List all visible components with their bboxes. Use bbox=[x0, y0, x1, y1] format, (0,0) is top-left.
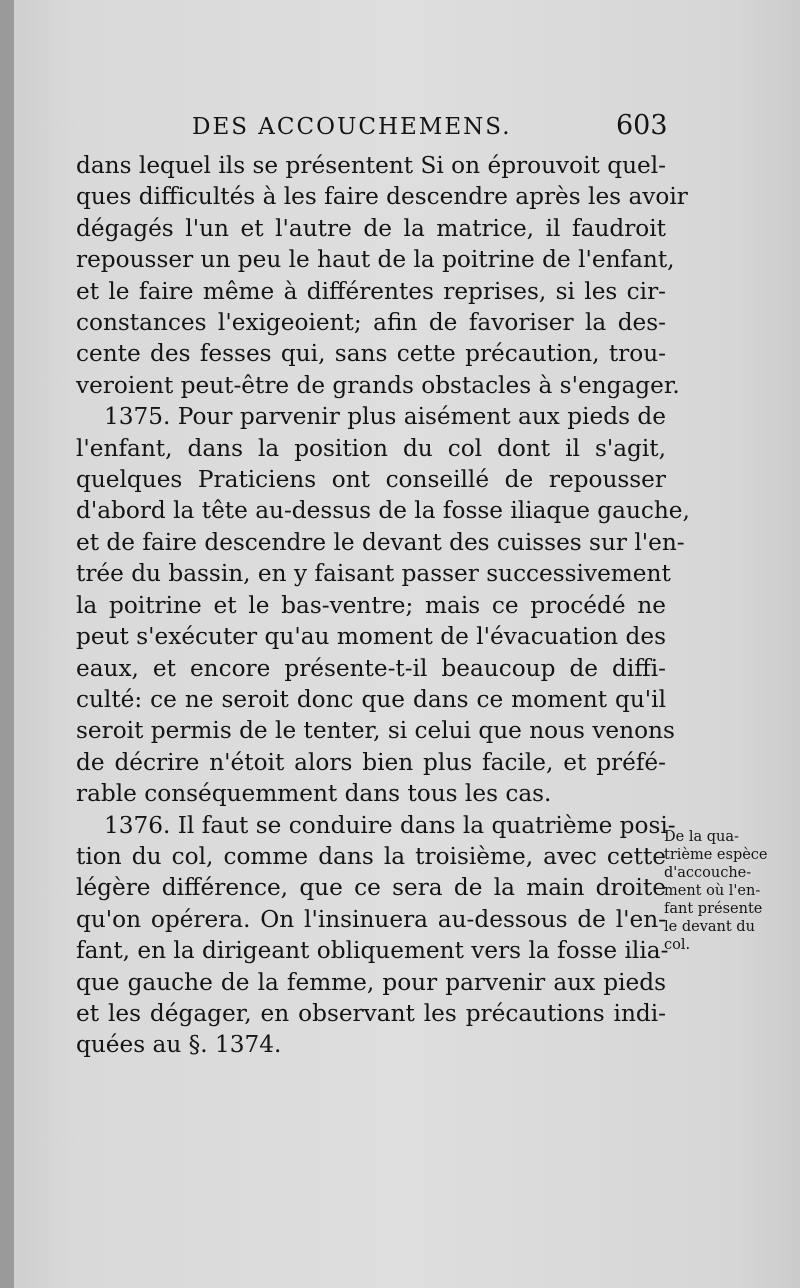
text-line: l'enfant, dans la position du col dont il s'agit, bbox=[76, 434, 666, 462]
text-line: ques difficultés à les faire descendre après les avoir bbox=[76, 183, 688, 211]
running-title: DES ACCOUCHEMENS. bbox=[192, 114, 512, 140]
text-line: de décrire n'étoit alors bien plus facile, et préfé- bbox=[76, 748, 666, 776]
text-line: et le faire même à différentes reprises, si les cir- bbox=[76, 277, 666, 305]
text-line: et les dégager, en observant les précautions indi- bbox=[76, 999, 666, 1027]
text-line: quelques Praticiens ont conseillé de repousser bbox=[76, 466, 666, 494]
text-line: eaux, et encore présente-t-il beaucoup de diffi- bbox=[76, 654, 666, 682]
text-line: rable conséquemment dans tous les cas. bbox=[76, 780, 552, 808]
text-line: culté: ce ne seroit donc que dans ce moment qu'il bbox=[76, 685, 666, 713]
text-line: qu'on opérera. On l'insinuera au-dessous de l'en- bbox=[76, 905, 666, 933]
text-line: 1376. Il faut se conduire dans la quatrième posi- bbox=[104, 811, 676, 839]
text-line: quées au §. 1374. bbox=[76, 1031, 282, 1059]
margin-note-line: col. bbox=[664, 937, 691, 953]
text-line: trée du bassin, en y faisant passer successivement bbox=[76, 560, 671, 588]
page-number: 603 bbox=[616, 110, 668, 141]
margin-note bbox=[664, 828, 798, 954]
text-line: constances l'exigeoient; afin de favoriser la des- bbox=[76, 309, 666, 337]
text-line: la poitrine et le bas-ventre; mais ce procédé ne bbox=[76, 591, 666, 619]
text-line: fant, en la dirigeant obliquement vers la fosse ilia- bbox=[76, 937, 669, 965]
margin-note-line: le devant du bbox=[664, 919, 755, 935]
text-line: repousser un peu le haut de la poitrine de l'enfant, bbox=[76, 246, 675, 274]
text-line: légère différence, que ce sera de la main droite bbox=[76, 874, 666, 902]
margin-note-line: ment où l'en- bbox=[664, 883, 761, 899]
text-line: 1375. Pour parvenir plus aisément aux pieds de bbox=[104, 403, 666, 431]
text-line: d'abord la tête au-dessus de la fosse iliaque gauche, bbox=[76, 497, 690, 525]
text-line: veroient peut-être de grands obstacles à s'engager. bbox=[76, 371, 680, 399]
text-line: que gauche de la femme, pour parvenir aux pieds bbox=[76, 968, 666, 996]
margin-note-line: fant présente bbox=[664, 901, 763, 917]
text-line: seroit permis de le tenter, si celui que nous venons bbox=[76, 717, 675, 745]
text-line: et de faire descendre le devant des cuisses sur l'en- bbox=[76, 528, 685, 556]
margin-note-line: trième espèce bbox=[664, 847, 768, 863]
text-line: tion du col, comme dans la troisième, avec cette bbox=[76, 842, 666, 870]
body-text bbox=[76, 150, 690, 1061]
margin-note-line: De la qua- bbox=[664, 829, 739, 845]
text-line: peut s'exécuter qu'au moment de l'évacuation des bbox=[76, 623, 666, 651]
page-header bbox=[14, 110, 800, 148]
text-line: dans lequel ils se présentent Si on éprouvoit quel- bbox=[76, 152, 666, 179]
book-page bbox=[14, 0, 800, 1288]
text-line: dégagés l'un et l'autre de la matrice, il faudroit bbox=[76, 214, 666, 242]
text-line: cente des fesses qui, sans cette précaution, trou- bbox=[76, 340, 666, 368]
margin-note-line: d'accouche- bbox=[664, 865, 752, 881]
